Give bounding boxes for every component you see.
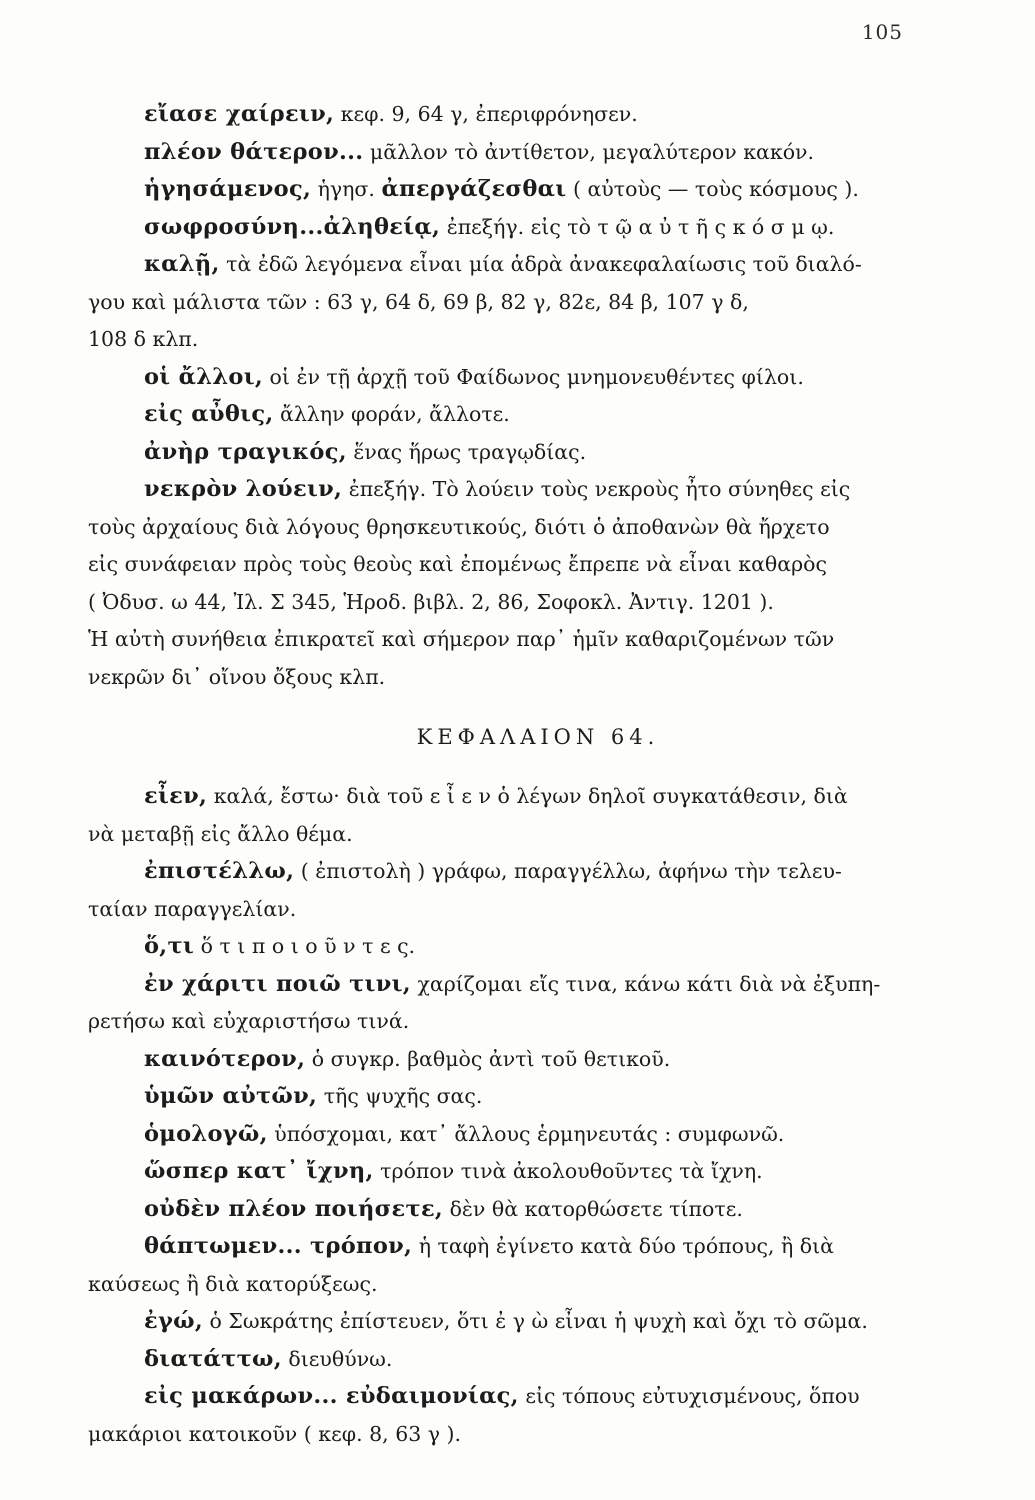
gloss-text: τρόπον τινὰ ἀκολουθοῦντες τὰ ἴχνη. — [373, 1159, 763, 1183]
glossary-entry — [88, 171, 948, 209]
entry-continuation — [88, 1266, 948, 1304]
entry-continuation — [88, 621, 948, 659]
gloss-text: μακάριοι κατοικοῦν ( κεφ. 8, 63 γ ). — [88, 1421, 462, 1446]
gloss-text: εἰς συνάφειαν πρὸς τοὺς θεοὺς καὶ ἐπομένως ἔπρεπε νὰ εἶναι καθαρὸς — [88, 552, 827, 576]
glossary-entry — [88, 434, 948, 472]
glossary-entry — [88, 966, 948, 1004]
glossary-body — [88, 96, 948, 1453]
glossary-entry — [88, 1116, 948, 1154]
gloss-text: ( Ὀδυσ. ω 44, Ἰλ. Σ 345, Ἡροδ. βιβλ. 2, 86, Σοφοκλ. Ἀντιγ. 1201 ). — [88, 589, 774, 614]
entry-continuation — [88, 659, 948, 697]
entry-continuation — [88, 284, 948, 322]
entry-continuation — [88, 891, 948, 929]
gloss-text: δὲν θὰ κατορθώσετε τίποτε. — [443, 1196, 743, 1221]
gloss-text: ἕνας ἥρως τραγῳδίας. — [346, 439, 587, 464]
headword: οἱ ἄλλοι, — [144, 363, 264, 390]
glossary-entry — [88, 396, 948, 434]
entry-continuation — [88, 584, 948, 622]
headword: πλέον θάτερον... — [144, 138, 364, 165]
headword: θάπτωμεν... τρόπον, — [144, 1233, 413, 1259]
glossary-entry — [88, 1191, 948, 1229]
gloss-text: ἡ ταφὴ ἐγίνετο κατὰ δύο τρόπους, ἢ διὰ — [412, 1234, 834, 1258]
headword: ἡγησάμενος, — [144, 176, 312, 202]
headword: εἰς μακάρων... εὐδαιμονίας, — [144, 1383, 519, 1409]
headword: ἀπεργάζεσθαι — [381, 176, 567, 202]
gloss-text: 108 δ κλπ. — [88, 327, 199, 351]
headword: εἶεν, — [144, 783, 208, 809]
entry-continuation — [88, 1003, 948, 1041]
glossary-entry — [88, 1341, 948, 1379]
gloss-text: νεκρῶν δι᾽ οἴνου ὄξους κλπ. — [88, 664, 386, 689]
gloss-text: ὑπόσχομαι, κατ᾽ ἄλλους ἑρμηνευτάς : συμφωνῶ. — [267, 1121, 785, 1146]
glossary-entry — [88, 96, 948, 134]
headword: ἐγώ, — [144, 1308, 203, 1334]
gloss-text: Ἡ αὐτὴ συνήθεια ἐπικρατεῖ καὶ σήμερον παρ᾽ ἡμῖν καθαριζομένων τῶν — [88, 627, 835, 651]
gloss-text: ὅ τ ι π ο ι ο ῦ ν τ ε ς. — [194, 934, 416, 958]
headword: καινότερον, — [144, 1045, 306, 1072]
glossary-entry — [88, 778, 948, 816]
gloss-text: καλά, ἔστω· διὰ τοῦ ε ἶ ε ν ὁ λέγων δηλοῖ συγκατάθεσιν, διὰ — [207, 784, 848, 808]
gloss-text: ( ἐπιστολὴ ) γράφω, παραγγέλλω, ἀφήνω τὴν τελευ- — [294, 859, 842, 883]
gloss-text: ( αὐτοὺς — τοὺς κόσμους ). — [566, 177, 859, 201]
gloss-text: ὁ Σωκράτης ἐπίστευεν, ὅτι ἐ γ ὼ εἶναι ἡ ψυχὴ καὶ ὄχι τὸ σῶμα. — [203, 1309, 868, 1333]
gloss-text: ταίαν παραγγελίαν. — [88, 896, 297, 921]
headword: ὁμολογῶ, — [144, 1120, 268, 1147]
glossary-entry — [88, 1378, 948, 1416]
headword: ἐν χάριτι ποιῶ τινι, — [144, 970, 411, 997]
glossary-entry — [88, 246, 948, 284]
gloss-text: τῆς ψυχῆς σας. — [317, 1084, 483, 1108]
headword: οὐδὲν πλέον ποιήσετε, — [144, 1195, 444, 1222]
entry-continuation — [88, 1416, 948, 1454]
gloss-text: ἐπεξήγ. εἰς τὸ τ ῷ α ὐ τ ῆ ς κ ό σ μ ῳ. — [440, 214, 835, 239]
gloss-text: γου καὶ μάλιστα τῶν : 63 γ, 64 δ, 69 β, 82 γ, 82ε, 84 β, 107 γ δ, — [88, 289, 749, 314]
entry-continuation — [88, 509, 948, 547]
glossary-entry — [88, 853, 948, 891]
gloss-text: νὰ μεταβῇ εἰς ἄλλο θέμα. — [88, 821, 353, 846]
gloss-text: οἱ ἐν τῇ ἀρχῇ τοῦ Φαίδωνος μνημονευθέντες φίλοι. — [263, 364, 804, 389]
headword: εἰς αὖθις, — [144, 401, 274, 427]
entry-continuation — [88, 546, 948, 584]
page-number: 105 — [861, 20, 903, 44]
glossary-entry — [88, 1228, 948, 1266]
headword: ὅ,τι — [144, 933, 195, 959]
glossary-entry — [88, 1041, 948, 1079]
gloss-text: τὰ ἐδῶ λεγόμενα εἶναι μία ἁδρὰ ἀνακεφαλαίωσις τοῦ διαλό- — [219, 252, 862, 276]
glossary-entry — [88, 1078, 948, 1116]
headword: καλῇ, — [144, 251, 220, 277]
gloss-text: ἄλλην φοράν, ἄλλοτε. — [273, 402, 510, 426]
gloss-text: κεφ. 9, 64 γ, ἐπεριφρόνησεν. — [334, 102, 638, 126]
glossary-entry — [88, 134, 948, 172]
headword: σωφροσύνη...ἀληθείᾳ, — [144, 213, 441, 240]
headword: ἀνὴρ τραγικός, — [144, 438, 347, 465]
headword: ὥσπερ κατ᾽ ἴχνη, — [144, 1158, 374, 1184]
gloss-text: ἡγησ. — [311, 177, 382, 201]
gloss-text: χαρίζομαι εἴς τινα, κάνω κάτι διὰ νὰ ἐξυπη- — [410, 971, 881, 996]
headword: εἴασε χαίρειν, — [144, 101, 335, 127]
glossary-entry — [88, 471, 948, 509]
glossary-entry — [88, 1303, 948, 1341]
chapter-heading: ΚΕΦΑΛΑΙΟΝ 64. — [416, 725, 660, 749]
headword: ὑμῶν αὐτῶν, — [144, 1083, 318, 1109]
gloss-text: ὁ συγκρ. βαθμὸς ἀντὶ τοῦ θετικοῦ. — [305, 1046, 671, 1071]
gloss-text: διευθύνω. — [281, 1346, 393, 1371]
gloss-text: ἐπεξήγ. Τὸ λούειν τοὺς νεκροὺς ἦτο σύνηθες εἰς — [342, 477, 851, 501]
gloss-text: τοὺς ἀρχαίους διὰ λόγους θρησκευτικούς, διότι ὁ ἀποθανὼν θὰ ἤρχετο — [88, 514, 830, 539]
gloss-text: ρετήσω καὶ εὐχαριστήσω τινά. — [88, 1009, 410, 1033]
glossary-entry — [88, 928, 948, 966]
glossary-entry — [88, 1153, 948, 1191]
gloss-text: μᾶλλον τὸ ἀντίθετον, μεγαλύτερον κακόν. — [363, 139, 815, 164]
entry-continuation — [88, 321, 948, 359]
glossary-entry — [88, 209, 948, 247]
gloss-text: καύσεως ἢ διὰ κατορύξεως. — [88, 1271, 378, 1296]
entry-continuation — [88, 816, 948, 854]
headword: νεκρὸν λούειν, — [144, 476, 343, 502]
headword: ἐπιστέλλω, — [144, 858, 295, 884]
headword: διατάττω, — [144, 1345, 282, 1372]
glossary-entry — [88, 359, 948, 397]
gloss-text: εἰς τόπους εὐτυχισμένους, ὅπου — [518, 1384, 860, 1408]
